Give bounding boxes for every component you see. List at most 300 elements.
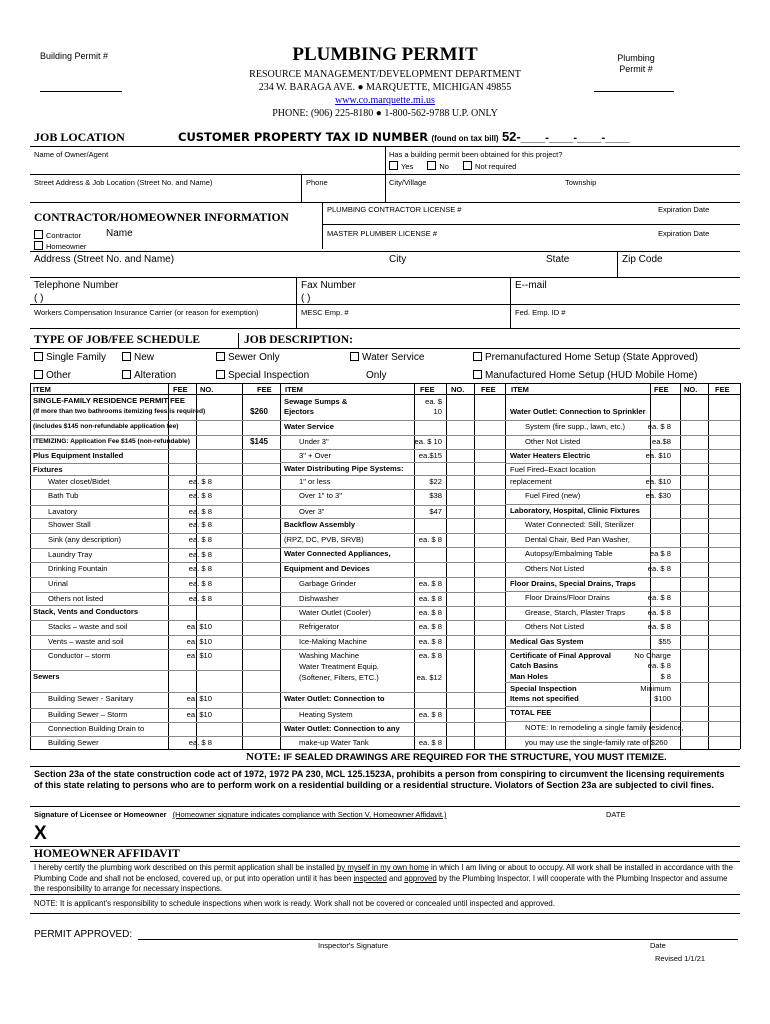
signature-label: Signature of Licensee or Homeowner <box>34 810 167 819</box>
expiration-1-label: Expiration Date <box>658 205 710 214</box>
water-service-label: Water Service <box>362 352 425 363</box>
fee-item: (RPZ, DC, PVB, SRVB) <box>284 535 364 544</box>
fee-rate: ea. $ 8 <box>188 491 212 500</box>
row-line <box>30 577 280 578</box>
row-line <box>280 435 505 436</box>
col1-fee: FEE <box>173 385 188 394</box>
signature-x[interactable]: X <box>34 823 47 844</box>
fee-rate: ea. $ 8 <box>188 520 212 529</box>
row-line <box>505 533 740 534</box>
fee-rate: ea. $ 8 <box>647 622 671 631</box>
state-label: State <box>546 254 570 265</box>
fee-item: Other Not Listed <box>525 437 581 446</box>
inspector-signature-label: Inspector's Signature <box>318 941 389 950</box>
sewer-only-checkbox[interactable] <box>216 352 225 361</box>
col2-fee: FEE <box>420 385 435 394</box>
new-checkbox[interactable] <box>122 352 131 361</box>
rule <box>510 277 511 328</box>
fee-item: make-up Water Tank <box>299 738 369 747</box>
row-line <box>280 736 505 737</box>
row-line <box>280 649 505 650</box>
fee-item: Over 1" to 3" <box>299 491 342 500</box>
city-label: City <box>389 254 407 265</box>
fee-rate: ea. $ 8 <box>188 738 212 747</box>
fee-item: Certificate of Final Approval <box>510 651 611 660</box>
col1-item: ITEM <box>33 385 51 394</box>
row-line <box>505 435 740 436</box>
fee-rate: $22 <box>429 477 442 486</box>
fee-item: (Softener, Filters, ETC.) <box>299 673 379 682</box>
row-line <box>505 475 740 476</box>
rule <box>30 394 740 395</box>
aff-u3: approved <box>404 873 437 883</box>
row-line <box>280 533 505 534</box>
row-line <box>505 562 740 563</box>
row-line <box>280 475 505 476</box>
table-column-line <box>446 383 447 749</box>
fee-rate: $47 <box>429 507 442 516</box>
row-line <box>505 504 740 505</box>
row-line <box>280 489 505 490</box>
fee-rate: 10 <box>433 407 442 416</box>
fee-item: System (fire supp., lawn, etc.) <box>525 422 626 431</box>
aff-u2: inspected <box>353 873 387 883</box>
fee-item: Grease, Starch, Plaster Traps <box>525 608 626 617</box>
rule <box>30 861 740 862</box>
col1-fee2: FEE <box>257 385 272 394</box>
fee-item: Sewage Sumps & <box>284 397 348 406</box>
col2-item: ITEM <box>285 385 303 394</box>
fee-item: Dishwasher <box>299 594 339 603</box>
fee-rate: $55 <box>658 637 671 646</box>
fee-rate: $100 <box>654 694 671 703</box>
fee-item: you may use the single-family rate of $260 <box>525 738 668 747</box>
date-label: DATE <box>606 810 626 819</box>
fee-item: Washing Machine <box>299 651 360 660</box>
rule <box>30 348 740 349</box>
rule <box>30 913 740 914</box>
fee-item: Medical Gas System <box>510 637 584 646</box>
rule <box>30 806 740 807</box>
telephone-label: Telephone Number <box>34 280 119 291</box>
fee-item: Garbage Grinder <box>299 579 356 588</box>
fed-id-label: Fed. Emp. ID # <box>515 308 566 317</box>
sealed-note-text: IF SEALED DRAWINGS ARE REQUIRED FOR THE STRUCTURE, YOU MUST ITEMIZE. <box>283 752 667 763</box>
zip-label: Zip Code <box>622 254 663 265</box>
row-line <box>280 547 505 548</box>
row-line <box>30 449 280 450</box>
fee-item: Ejectors <box>284 407 314 416</box>
not-required-label: Not required <box>475 162 517 171</box>
rule <box>30 328 740 329</box>
row-line <box>30 420 280 421</box>
fee-rate: ea. $ 8 <box>188 507 212 516</box>
rule <box>301 174 302 202</box>
rule <box>30 766 740 767</box>
fee-item: TOTAL FEE <box>510 708 552 717</box>
fee-item: Bath Tub <box>48 491 79 500</box>
row-line <box>30 533 280 534</box>
master-license-label: MASTER PLUMBER LICENSE # <box>327 229 438 238</box>
homeowner-option <box>34 241 86 251</box>
fee-item: Water Outlet: Connection to any <box>284 724 400 733</box>
fee-item: Water Heaters Electric <box>510 451 591 460</box>
plumbing-permit-label-2: Permit # <box>619 64 653 74</box>
alteration-checkbox[interactable] <box>122 370 131 379</box>
rule <box>238 333 239 348</box>
fee-rate: ea.$8 <box>651 437 671 446</box>
row-line <box>280 505 505 506</box>
table-column-line <box>680 383 681 749</box>
row-line <box>30 548 280 549</box>
table-column-line <box>242 383 243 749</box>
row-line <box>280 449 505 450</box>
fee-rate: ea. $10 <box>645 451 671 460</box>
workers-comp-label: Workers Compensation Insurance Carrier (or reason for exemption) <box>34 308 259 317</box>
new-label: New <box>134 352 155 363</box>
only-label: Only <box>366 370 387 381</box>
row-line <box>505 721 740 722</box>
fee-item: Refrigerator <box>299 622 340 631</box>
fee-item: Ice-Making Machine <box>299 637 367 646</box>
fee-item: Others not listed <box>48 594 104 603</box>
inspection-note: NOTE: It is applicant’s responsibility to schedule inspections when work is ready. Work shall not be covered or concealed until inspected and approved. <box>34 899 555 908</box>
col3-item: ITEM <box>511 385 529 394</box>
row-line <box>280 708 505 709</box>
fee-rate: ea. $ 8 <box>647 661 671 670</box>
rule <box>296 277 297 328</box>
row-line <box>505 518 740 519</box>
row-line <box>30 463 280 464</box>
owner-label: Name of Owner/Agent <box>34 150 109 159</box>
fee-rate: ea. $ 8 <box>418 710 442 719</box>
fee-item: Shower Stall <box>48 520 91 529</box>
row-line <box>30 649 280 650</box>
row-line <box>280 577 505 578</box>
row-line <box>505 682 740 683</box>
fee-rate: ea. $ 8 <box>418 651 442 660</box>
table-column-line <box>505 383 506 749</box>
fee-item: Water Treatment Equip. <box>299 662 379 671</box>
fee-item: Laboratory, Hospital, Clinic Fixtures <box>510 506 640 515</box>
fee-item: Building Sewer <box>48 738 99 747</box>
no-checkbox[interactable] <box>427 161 436 170</box>
fee-item: Floor Drains, Special Drains, Traps <box>510 579 636 588</box>
fixed-fee: $260 <box>250 407 268 416</box>
contractor-license-label: PLUMBING CONTRACTOR LICENSE # <box>327 205 462 214</box>
fee-item: Items not specified <box>510 694 579 703</box>
affidavit-heading: HOMEOWNER AFFIDAVIT <box>34 848 180 860</box>
row-line <box>280 462 505 463</box>
fee-item: Water Connected Appliances, <box>284 549 391 558</box>
sewer-only-label: Sewer Only <box>228 352 280 363</box>
fee-item: Connection Building Drain to <box>48 724 145 733</box>
special-inspection-checkbox[interactable] <box>216 370 225 379</box>
fee-item: Sewers <box>33 672 60 681</box>
building-permit-label: Building Permit # <box>40 51 109 61</box>
premfg-checkbox[interactable] <box>473 352 482 361</box>
row-line <box>30 505 280 506</box>
rule <box>30 846 740 847</box>
row-line <box>30 518 280 519</box>
fax-paren[interactable]: ( ) <box>301 293 311 304</box>
table-column-line <box>280 383 281 749</box>
name-label: Name <box>106 228 133 239</box>
table-column-line <box>30 383 31 749</box>
fee-rate: ea. $ <box>425 397 442 406</box>
row-line <box>505 489 740 490</box>
fee-item: Water Connected: Still, Sterilizer <box>525 520 635 529</box>
row-line <box>280 722 505 723</box>
fee-rate: ea. $ 8 <box>647 593 671 602</box>
fee-item: Water Service <box>284 422 334 431</box>
fee-rate: ea. $10 <box>645 477 671 486</box>
fee-item: SINGLE-FAMILY RESIDENCE PERMIT FEE <box>33 396 185 405</box>
fee-rate: ea. $12 <box>416 673 442 682</box>
row-line <box>280 635 505 636</box>
sealed-note <box>246 751 667 763</box>
row-line <box>505 736 740 737</box>
fee-item: (If more than two bathrooms itemizing fees is required) <box>33 408 206 415</box>
plumbing-permit-label <box>596 53 676 75</box>
col3-fee: FEE <box>654 385 669 394</box>
rule <box>30 277 740 278</box>
fee-rate: No Charge <box>634 651 671 660</box>
fee-rate: ea. $10 <box>186 637 212 646</box>
fee-item: Water Outlet (Cooler) <box>299 608 371 617</box>
row-line <box>30 475 280 476</box>
single-family-label: Single Family <box>46 352 107 363</box>
row-line <box>30 605 280 606</box>
no-label: No <box>439 162 449 171</box>
row-line <box>30 708 280 709</box>
row-line <box>280 592 505 593</box>
job-location-heading: JOB LOCATION <box>34 130 125 144</box>
permit-title: PLUMBING PERMIT <box>292 44 478 65</box>
fee-item: Over 3" <box>299 507 325 516</box>
telephone-paren[interactable]: ( ) <box>34 293 44 304</box>
row-line <box>505 449 740 450</box>
tax-id-label: CUSTOMER PROPERTY TAX ID NUMBER <box>178 130 429 144</box>
mfg-checkbox[interactable] <box>473 370 482 379</box>
fee-rate: ea. $ 8 <box>418 622 442 631</box>
other-label: Other <box>46 370 72 381</box>
not-required-checkbox[interactable] <box>463 161 472 170</box>
fee-item: Equipment and Devices <box>284 564 370 573</box>
fee-item: Water closet/Bidet <box>48 477 110 486</box>
fee-item: Dental Chair, Bed Pan Washer, <box>525 535 630 544</box>
other-option <box>34 370 71 381</box>
fee-item: Urinal <box>48 579 68 588</box>
tax-id[interactable] <box>178 129 630 144</box>
fee-item: Stacks – waste and soil <box>48 622 128 631</box>
fee-rate: ea. $30 <box>645 491 671 500</box>
fee-item: (includes $145 non-refundable application fee) <box>33 423 179 430</box>
new-option <box>122 352 154 363</box>
homeowner-checkbox[interactable] <box>34 241 43 250</box>
tax-id-note: (found on tax bill) <box>431 134 499 143</box>
fee-item: Fuel Fired (new) <box>525 491 581 500</box>
row-line <box>505 620 740 621</box>
rule <box>322 202 323 249</box>
fee-item: Catch Basins <box>510 661 559 670</box>
mfg-option <box>473 370 697 381</box>
plumbing-permit-line[interactable] <box>594 91 674 92</box>
fee-item: Drinking Fountain <box>48 564 108 573</box>
fee-item: Plus Equipment Installed <box>33 451 124 460</box>
aff-a: I hereby certify the plumbing work described on this permit application shall be installed <box>34 863 337 872</box>
mesc-label: MESC Emp. # <box>301 308 349 317</box>
contractor-label: Contractor <box>46 231 82 240</box>
rule <box>30 202 740 203</box>
fee-rate: ea. $ 8 <box>647 564 671 573</box>
fee-rate: ea. $10 <box>186 694 212 703</box>
fee-item: Water Outlet: Connection to <box>284 694 385 703</box>
department-phone: PHONE: (906) 225-8180 ● 1-800-562-9788 U.P. ONLY <box>272 108 498 119</box>
fee-rate: ea. $ 8 <box>188 477 212 486</box>
aff-d: by the Plumbing Inspector. I will cooperate with the Plumbing Inspector and assume the responsibility to arrange for necessary inspections. <box>34 873 728 893</box>
alteration-label: Alteration <box>134 370 177 381</box>
fee-rate: ea.$15 <box>418 451 442 460</box>
fee-item: Stack, Vents and Conductors <box>33 607 139 616</box>
legal-text: Section 23a of the state construction code act of 1972, 1972 PA 230, MCL 125.1523A, prohibits a person from conspiring to circumvent the licensing requirements of this state relating to persons who are to perform work on a residential building or a residential structure. Violators of Section 23a are subjected to civil fines. <box>34 769 725 790</box>
fee-item: ITEMIZING: Application Fee $145 (non-refundable) <box>33 438 190 445</box>
contractor-checkbox[interactable] <box>34 230 43 239</box>
bp-options <box>389 161 516 171</box>
col1-no: NO. <box>200 385 214 394</box>
special-inspection-option <box>216 370 309 381</box>
phone-label: Phone <box>306 178 328 187</box>
table-column-line <box>740 383 741 749</box>
fee-item: NOTE: In remodeling a single family residence, <box>525 723 684 732</box>
type-of-job-heading: TYPE OF JOB/FEE SCHEDULE <box>34 334 201 346</box>
fee-rate: ea. $ 8 <box>647 422 671 431</box>
yes-label: Yes <box>401 162 414 171</box>
row-line <box>505 547 740 548</box>
row-line <box>30 722 280 723</box>
table-column-line <box>708 383 709 749</box>
yes-checkbox[interactable] <box>389 161 398 170</box>
fee-rate: ea. $ 8 <box>188 579 212 588</box>
row-line <box>505 577 740 578</box>
fee-rate: ea. $ 8 <box>647 608 671 617</box>
fee-rate: $ 8 <box>660 672 671 681</box>
water-service-option <box>350 352 424 363</box>
fee-item: replacement <box>510 477 552 486</box>
single-family-checkbox[interactable] <box>34 352 43 361</box>
row-line <box>505 420 740 421</box>
fee-rate: ea. $ 8 <box>188 594 212 603</box>
email-label: E--mail <box>515 280 547 291</box>
row-line <box>505 606 740 607</box>
mfg-label: Manufactured Home Setup (HUD Mobile Home) <box>485 370 698 381</box>
fee-item: Floor Drains/Floor Drains <box>525 593 610 602</box>
signature-note: (Homeowner signature indicates compliance with Section V, Homeowner Affidavit.) <box>172 810 447 819</box>
fee-item: Special Inspection <box>510 684 577 693</box>
contractor-heading: CONTRACTOR/HOMEOWNER INFORMATION <box>34 212 289 224</box>
department <box>200 68 570 120</box>
row-line <box>30 562 280 563</box>
approval-date-label: Date <box>650 941 666 950</box>
col3-fee2: FEE <box>715 385 730 394</box>
fee-rate: ea. $ 8 <box>188 535 212 544</box>
row-line <box>30 692 280 693</box>
special-inspection-label: Special Inspection <box>228 370 310 381</box>
fee-item: 1" or less <box>299 477 331 486</box>
fee-item: Fixtures <box>33 465 63 474</box>
fee-rate: ea $ 8 <box>649 549 671 558</box>
rule <box>30 304 740 305</box>
water-service-checkbox[interactable] <box>350 352 359 361</box>
city-village-label: City/Village <box>389 178 427 187</box>
fee-rate: ea. $ 8 <box>418 579 442 588</box>
fee-rate: ea. $10 <box>186 651 212 660</box>
signature-row <box>34 810 447 819</box>
col3-no: NO. <box>684 385 698 394</box>
fee-rate: ea. $ 8 <box>418 608 442 617</box>
fee-rate: ea. $ 8 <box>418 738 442 747</box>
building-permit-line[interactable] <box>40 91 122 92</box>
department-name: RESOURCE MANAGEMENT/DEVELOPMENT DEPARTMENT <box>249 69 521 80</box>
sealed-note-label: NOTE: <box>246 751 281 763</box>
fee-item: Sink (any description) <box>48 535 122 544</box>
job-description-heading: JOB DESCRIPTION: <box>244 334 353 346</box>
row-line <box>280 562 505 563</box>
row-line <box>30 635 280 636</box>
contractor-option <box>34 230 81 240</box>
alteration-option <box>122 370 176 381</box>
expiration-2-label: Expiration Date <box>658 229 710 238</box>
affidavit-text <box>34 863 734 895</box>
premfg-label: Premanufactured Home Setup (State Approved) <box>485 352 698 363</box>
fee-item: Lavatory <box>48 507 78 516</box>
row-line <box>30 736 280 737</box>
fee-item: Conductor – storm <box>48 651 111 660</box>
rule <box>30 383 740 384</box>
other-checkbox[interactable] <box>34 370 43 379</box>
fee-item: Autopsy/Embalming Table <box>525 549 613 558</box>
department-url[interactable]: www.co.marquette.mi.us <box>335 95 435 106</box>
col2-fee2: FEE <box>481 385 496 394</box>
fee-item: Others Not Listed <box>525 622 585 631</box>
fee-rate: ea. $ 8 <box>188 564 212 573</box>
rule <box>30 894 740 895</box>
fee-item: Others Not Listed <box>525 564 585 573</box>
fee-item: Heating System <box>299 710 353 719</box>
row-line <box>280 692 505 693</box>
rule <box>30 174 740 175</box>
fee-rate: ea. $ 8 <box>418 594 442 603</box>
row-line <box>280 620 505 621</box>
aff-c: and <box>386 873 405 883</box>
fee-item: Water Outlet: Connection to Sprinkler <box>510 407 646 416</box>
fee-rate: ea. $ 8 <box>418 535 442 544</box>
row-line <box>280 518 505 519</box>
building-permit-question: Has a building permit been obtained for this project? <box>389 150 563 159</box>
fee-item: Fuel Fired–Exact location <box>510 465 596 474</box>
approval-signature-line[interactable] <box>138 939 738 940</box>
row-line <box>280 606 505 607</box>
fee-rate: ea. $ 8 <box>418 637 442 646</box>
fee-rate: ea. $10 <box>186 710 212 719</box>
row-line <box>30 620 280 621</box>
row-line <box>505 463 740 464</box>
row-line <box>30 592 280 593</box>
rule <box>322 224 740 225</box>
address-label: Address (Street No. and Name) <box>34 254 175 265</box>
fee-item: Backflow Assembly <box>284 520 356 529</box>
single-family-option <box>34 352 106 363</box>
